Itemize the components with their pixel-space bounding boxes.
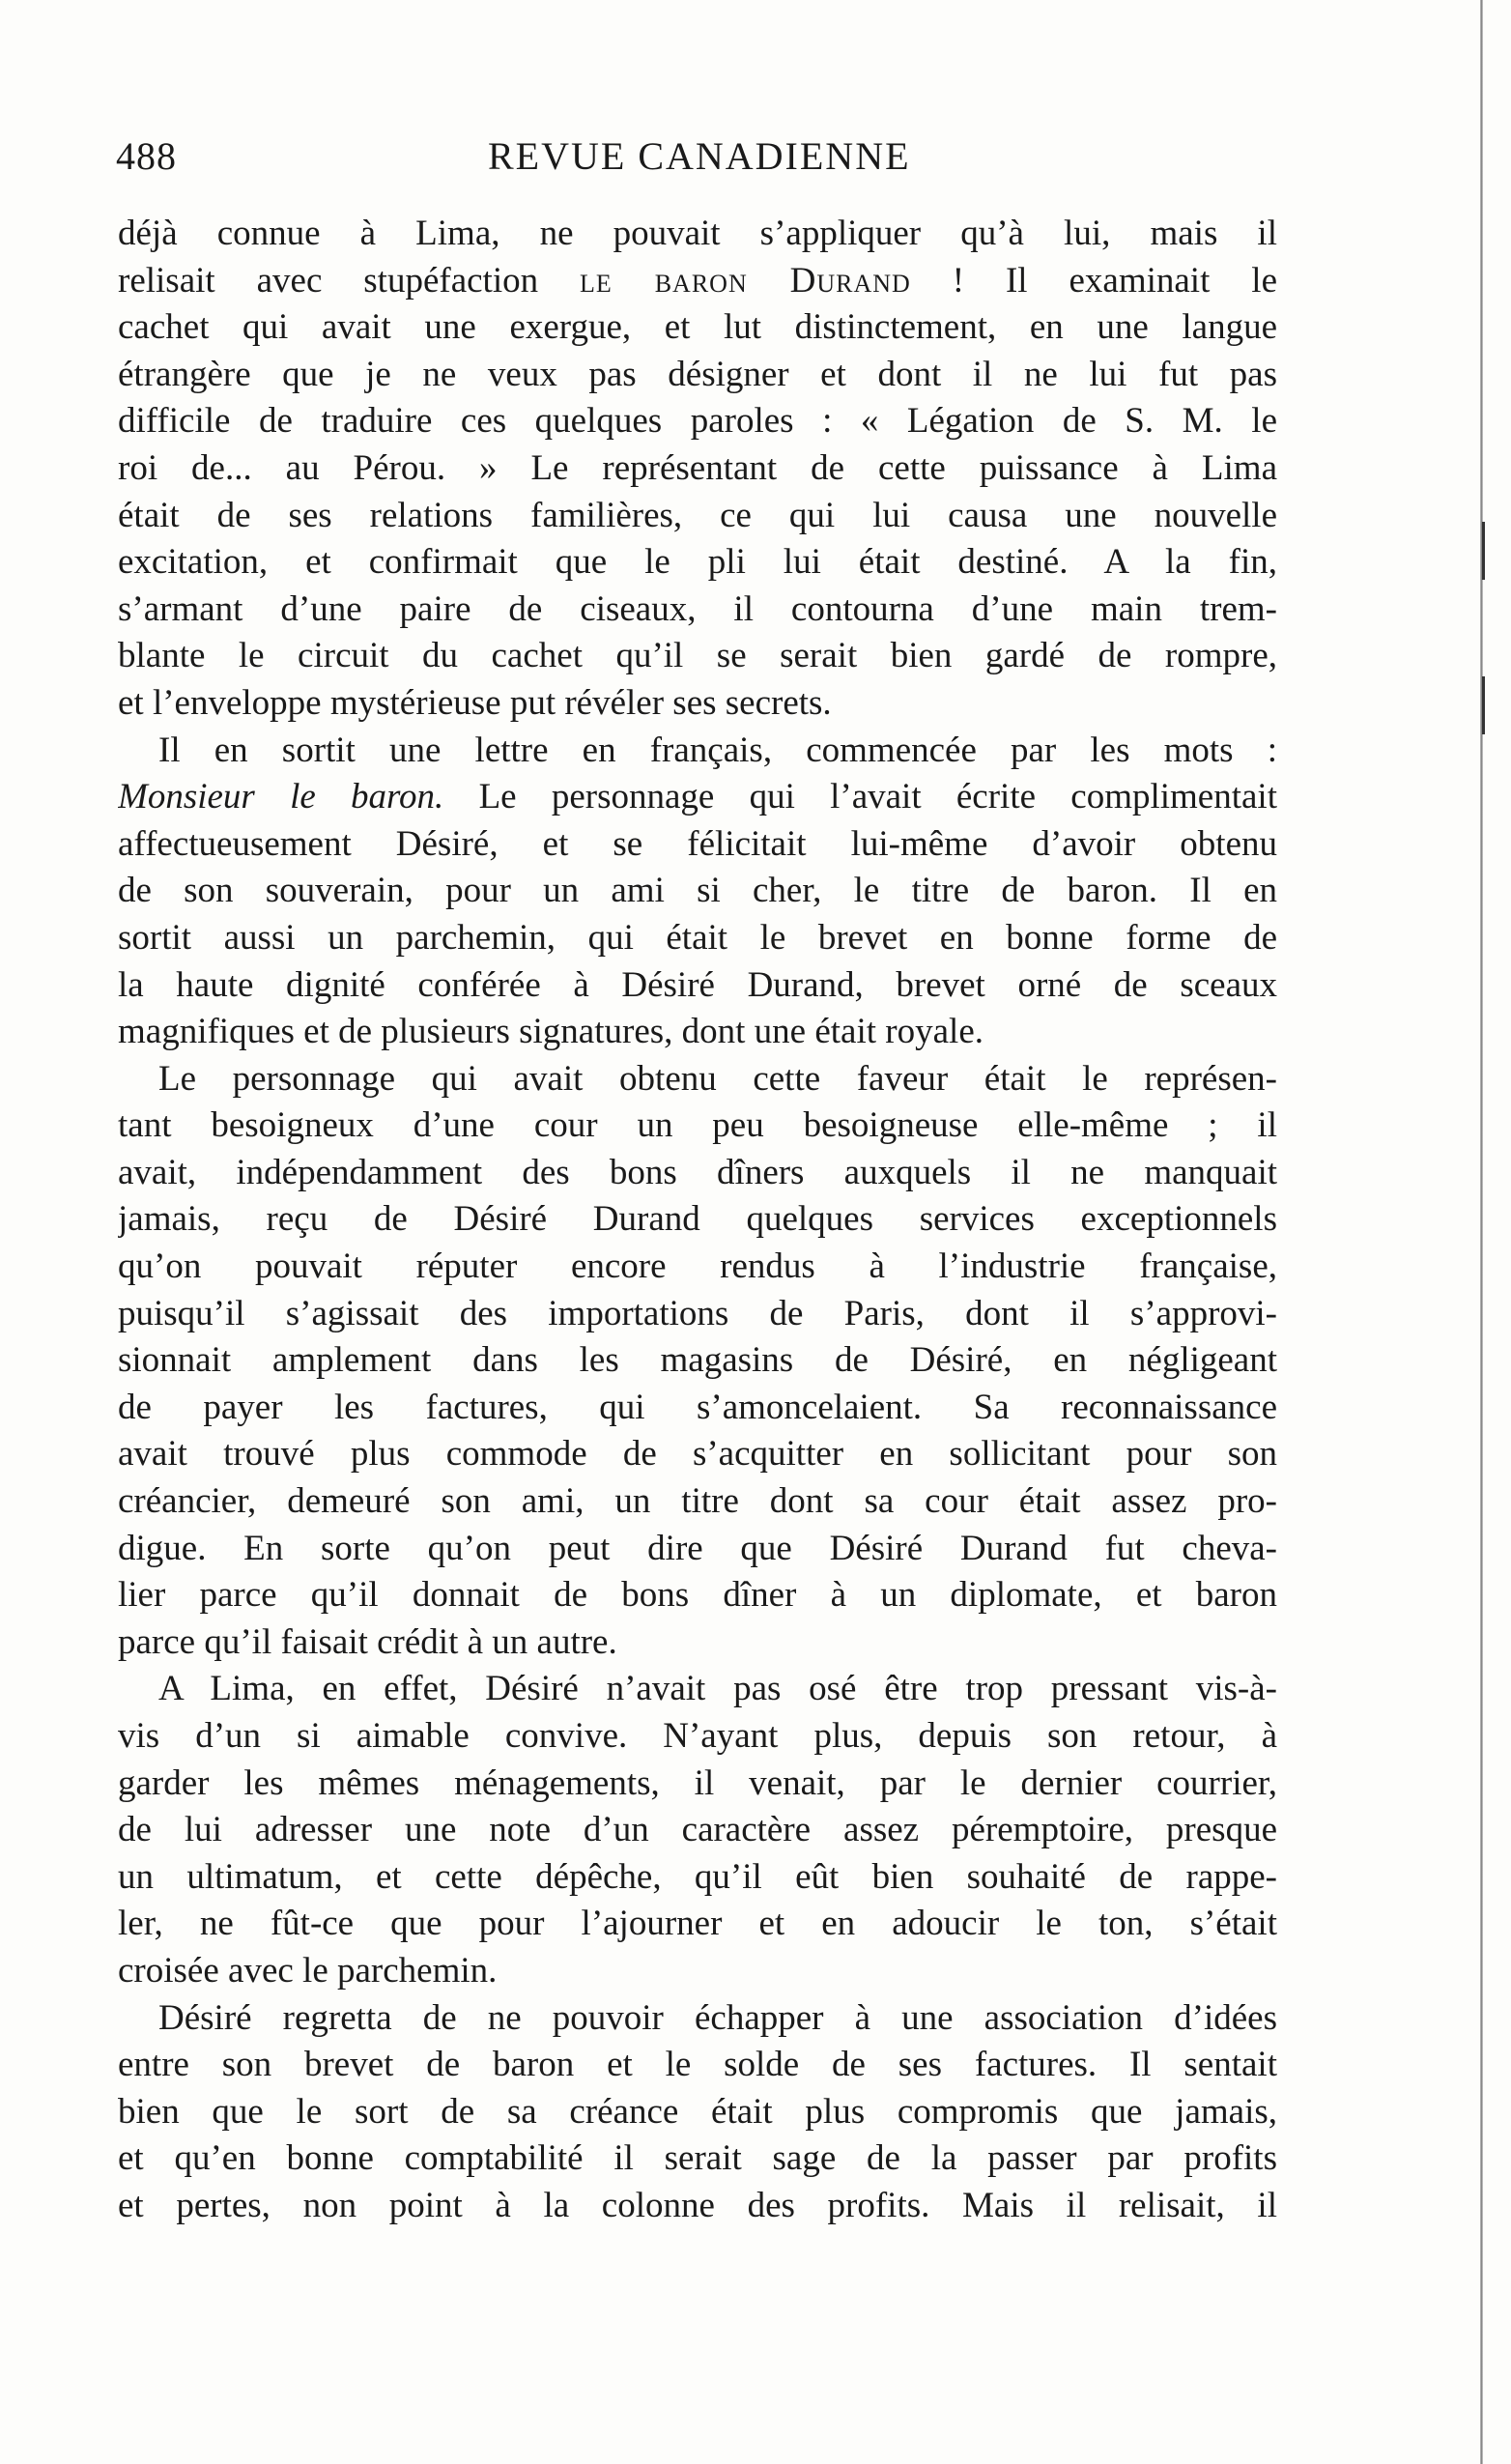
text-line: cachet qui avait une exergue, et lut distinctement, en une langue: [118, 307, 1277, 348]
text-line: avait, indépendamment des bons dîners auxquels il ne manquait: [118, 1152, 1277, 1192]
text-run: Le personnage qui l’avait écrite complimentait: [443, 777, 1277, 817]
text-line: roi de... au Pérou. » Le représentant de cette puissance à Lima: [118, 447, 1277, 488]
text-line: difficile de traduire ces quelques paroles : « Légation de S. M. le: [118, 401, 1277, 442]
paragraph-first-line: Désiré regretta de ne pouvoir échapper à une association d’idées: [158, 1997, 1277, 2038]
text-run: ! Il examinait le: [910, 260, 1277, 301]
paragraph-last-line: croisée avec le parchemin.: [118, 1950, 498, 1991]
text-line: puisqu’il s’agissait des importations de Paris, dont il s’approvi-: [118, 1293, 1277, 1333]
text-line: déjà connue à Lima, ne pouvait s’appliquer qu’à lui, mais il: [118, 214, 1277, 253]
text-line: avait trouvé plus commode de s’acquitter en sollicitant pour son: [118, 1434, 1277, 1475]
text-line: sortit aussi un parchemin, qui était le brevet en bonne forme de: [118, 917, 1277, 958]
body-text: [118, 211, 1277, 2230]
text-line: tant besoigneux d’une cour un peu besoigneuse elle-même ; il: [118, 1105, 1277, 1146]
text-line: digue. En sorte qu’on peut dire que Désiré Durand fut cheva-: [118, 1528, 1277, 1568]
paragraph-last-line: parce qu’il faisait crédit à un autre.: [118, 1621, 617, 1662]
page-number: 488: [116, 134, 177, 178]
paragraph-first-line: Il en sortit une lettre en français, commencée par les mots :: [158, 730, 1277, 770]
text-line: de payer les factures, qui s’amoncelaient. Sa reconnaissance: [118, 1387, 1277, 1427]
running-header: [116, 133, 1275, 191]
text-line: créancier, demeuré son ami, un titre dont sa cour était assez pro-: [118, 1481, 1277, 1522]
text-line: blante le circuit du cachet qu’il se serait bien gardé de rompre,: [118, 636, 1277, 676]
text-line: affectueusement Désiré, et se félicitait lui-même d’avoir obtenu: [118, 823, 1277, 864]
text-line: vis d’un si aimable convive. N’ayant plus, depuis son retour, à: [118, 1716, 1277, 1756]
running-title: REVUE CANADIENNE: [488, 134, 911, 178]
text-line: [118, 774, 1277, 821]
page-edge-mark: [1482, 522, 1498, 580]
text-line: était de ses relations familières, ce qui lui causa une nouvelle: [118, 495, 1277, 535]
text-line: ler, ne fût-ce que pour l’ajourner et en adoucir le ton, s’était: [118, 1904, 1277, 1944]
text-line: entre son brevet de baron et le solde de ses factures. Il sentait: [118, 2045, 1277, 2085]
page-edge-shadow: [1480, 0, 1483, 2464]
text-line: bien que le sort de sa créance était plus compromis que jamais,: [118, 2091, 1277, 2132]
paragraph-first-line: A Lima, en effet, Désiré n’avait pas osé être trop pressant vis-à-: [158, 1669, 1277, 1709]
paragraph-last-line: magnifiques et de plusieurs signatures, dont une était royale.: [118, 1012, 984, 1052]
text-line: et qu’en bonne comptabilité il serait sage de la passer par profits: [118, 2138, 1277, 2179]
text-line: de son souverain, pour un ami si cher, le titre de baron. Il en: [118, 871, 1277, 911]
text-line: la haute dignité conférée à Désiré Durand, brevet orné de sceaux: [118, 964, 1277, 1005]
text-run: relisait avec stupéfaction: [118, 260, 581, 301]
text-line: de lui adresser une note d’un caractère assez péremptoire, presque: [118, 1810, 1277, 1850]
text-line: et pertes, non point à la colonne des profits. Mais il relisait, il: [118, 2185, 1277, 2225]
text-line: s’armant d’une paire de ciseaux, il contourna d’une main trem-: [118, 588, 1277, 629]
text-line: un ultimatum, et cette dépêche, qu’il eût bien souhaité de rappe-: [118, 1856, 1277, 1897]
small-caps-name: le baron Durand: [580, 260, 911, 301]
text-line: qu’on pouvait réputer encore rendus à l’industrie française,: [118, 1246, 1277, 1287]
text-line: garder les mêmes ménagements, il venait, par le dernier courrier,: [118, 1762, 1277, 1803]
page-edge-mark: [1482, 676, 1498, 734]
italic-salutation: Monsieur le baron.: [118, 777, 444, 817]
text-line: sionnait amplement dans les magasins de Désiré, en négligeant: [118, 1340, 1277, 1381]
text-line: étrangère que je ne veux pas désigner et dont il ne lui fut pas: [118, 354, 1277, 394]
text-line: jamais, reçu de Désiré Durand quelques services exceptionnels: [118, 1199, 1277, 1240]
text-line: excitation, et confirmait que le pli lui était destiné. A la fin,: [118, 542, 1277, 583]
paragraph-first-line: Le personnage qui avait obtenu cette faveur était le représen-: [158, 1058, 1277, 1099]
text-line: lier parce qu’il donnait de bons dîner à un diplomate, et baron: [118, 1575, 1277, 1616]
paragraph-last-line: et l’enveloppe mystérieuse put révéler ses secrets.: [118, 682, 832, 723]
text-line: [118, 258, 1277, 305]
